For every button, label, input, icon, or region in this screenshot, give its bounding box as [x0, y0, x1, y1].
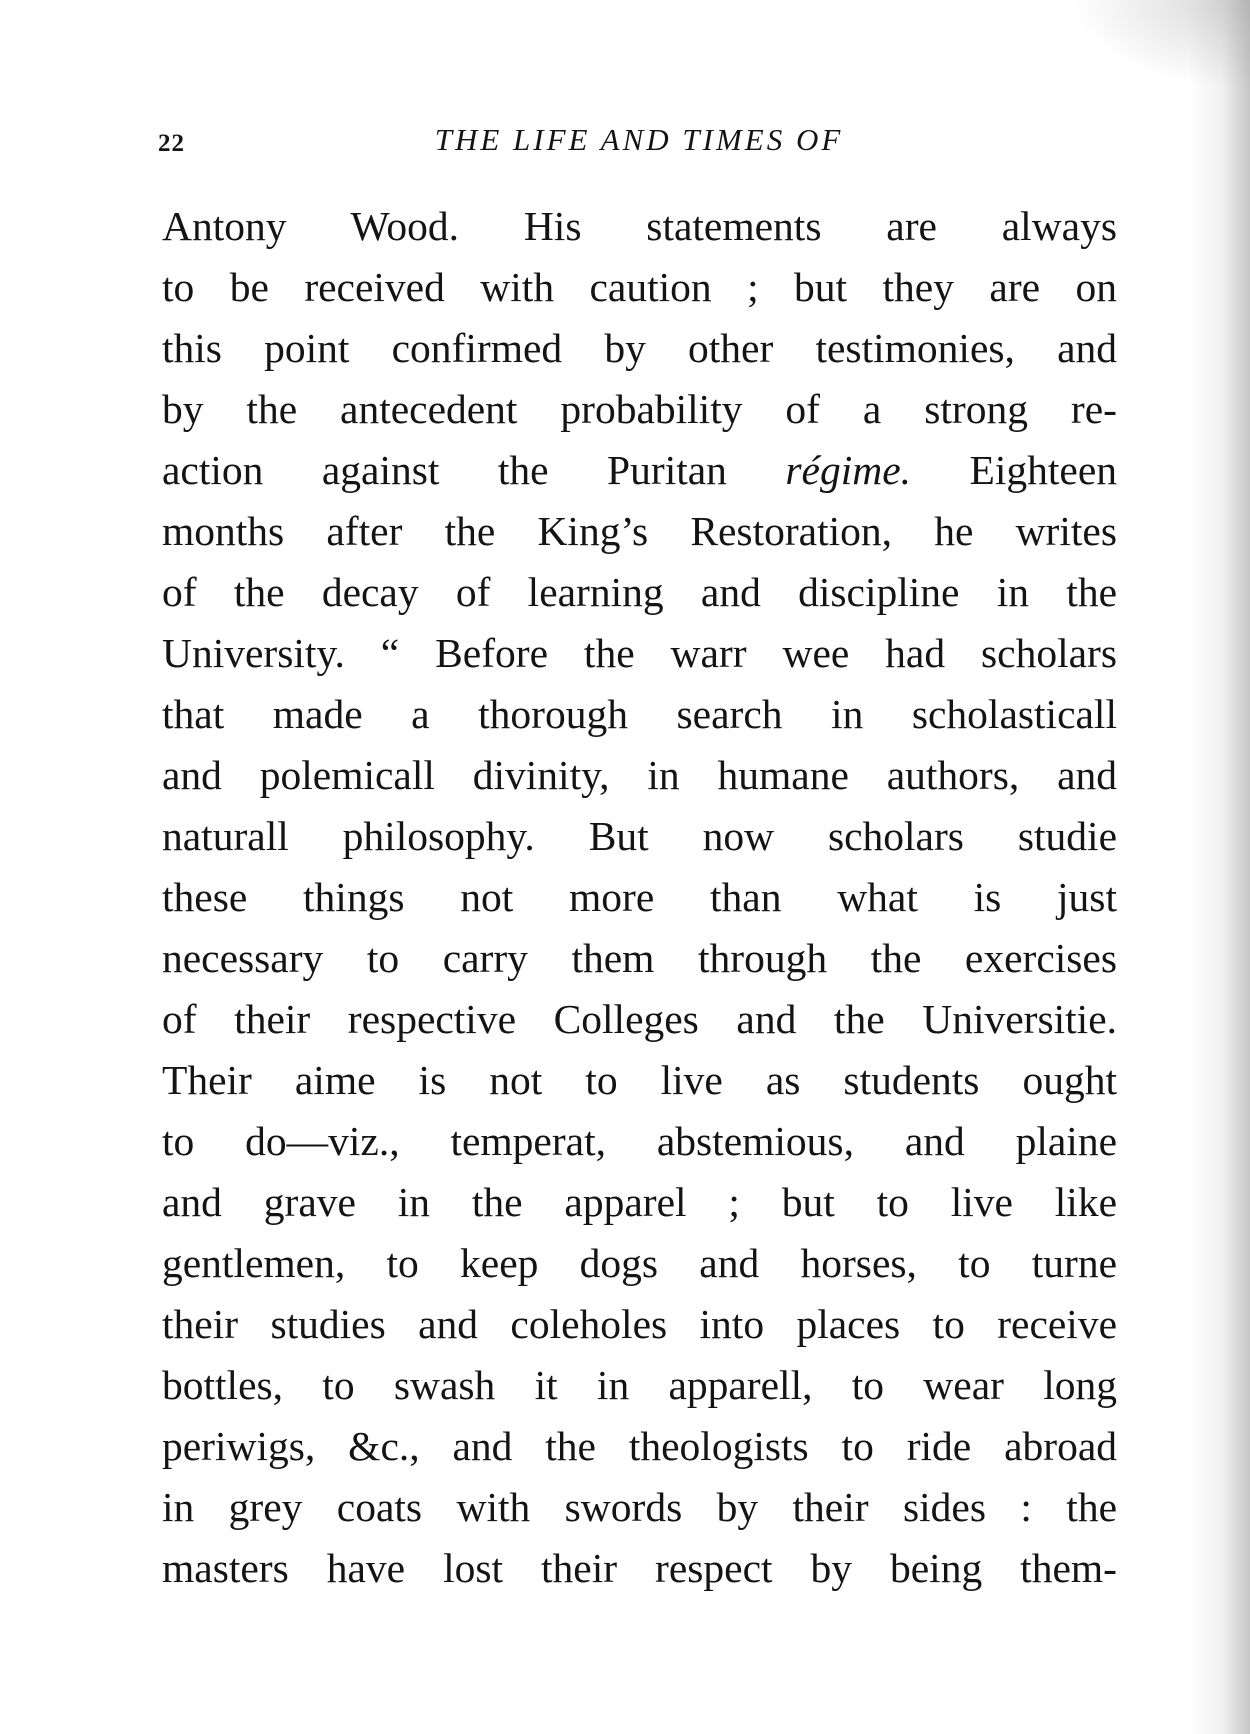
text-line: their studies and coleholes into places to receive — [162, 1301, 1117, 1347]
text-line: periwigs, &c., and the theologists to ride abroad — [162, 1423, 1117, 1469]
text-line: to do—viz., temperat, abstemious, and plaine — [162, 1118, 1117, 1164]
page-header — [158, 122, 1120, 162]
text-line: that made a thorough search in scholasticall — [162, 691, 1117, 737]
text-line: months after the King’s Restoration, he writes — [162, 508, 1117, 554]
text-line: and grave in the apparel ; but to live like — [162, 1179, 1117, 1225]
text-line: by the antecedent probability of a strong re- — [162, 386, 1117, 432]
text-line: and polemicall divinity, in humane authors, and — [162, 752, 1117, 798]
text-line: in grey coats with swords by their sides : the — [162, 1484, 1117, 1530]
text-line: Their aime is not to live as students ought — [162, 1057, 1117, 1103]
text-line: Antony Wood. His statements are always — [162, 203, 1117, 249]
text-line: of their respective Colleges and the Universitie. — [162, 996, 1117, 1042]
page-number: 22 — [158, 130, 185, 157]
body-text — [162, 196, 1117, 1599]
text-line: University. “ Before the warr wee had scholars — [162, 630, 1117, 676]
text-line: gentlemen, to keep dogs and horses, to turne — [162, 1240, 1117, 1286]
page-corner-shadow — [1070, 0, 1250, 90]
text-line: of the decay of learning and discipline in the — [162, 569, 1117, 615]
text-line: bottles, to swash it in apparell, to wear long — [162, 1362, 1117, 1408]
text-segment: Eighteen — [911, 447, 1117, 493]
text-line: these things not more than what is just — [162, 874, 1117, 920]
text-line: necessary to carry them through the exercises — [162, 935, 1117, 981]
text-line: to be received with caution ; but they are on — [162, 264, 1117, 310]
text-line: masters have lost their respect by being them- — [162, 1545, 1117, 1591]
page-edge-shadow — [1188, 0, 1250, 1734]
text-line: naturall philosophy. But now scholars studie — [162, 813, 1117, 859]
text-line: this point confirmed by other testimonies, and — [162, 325, 1117, 371]
running-title: THE LIFE AND TIMES OF — [434, 122, 844, 157]
text-segment: action against the Puritan — [162, 447, 786, 493]
italic-word: régime. — [785, 447, 912, 493]
text-line-with-italic — [162, 440, 1117, 501]
